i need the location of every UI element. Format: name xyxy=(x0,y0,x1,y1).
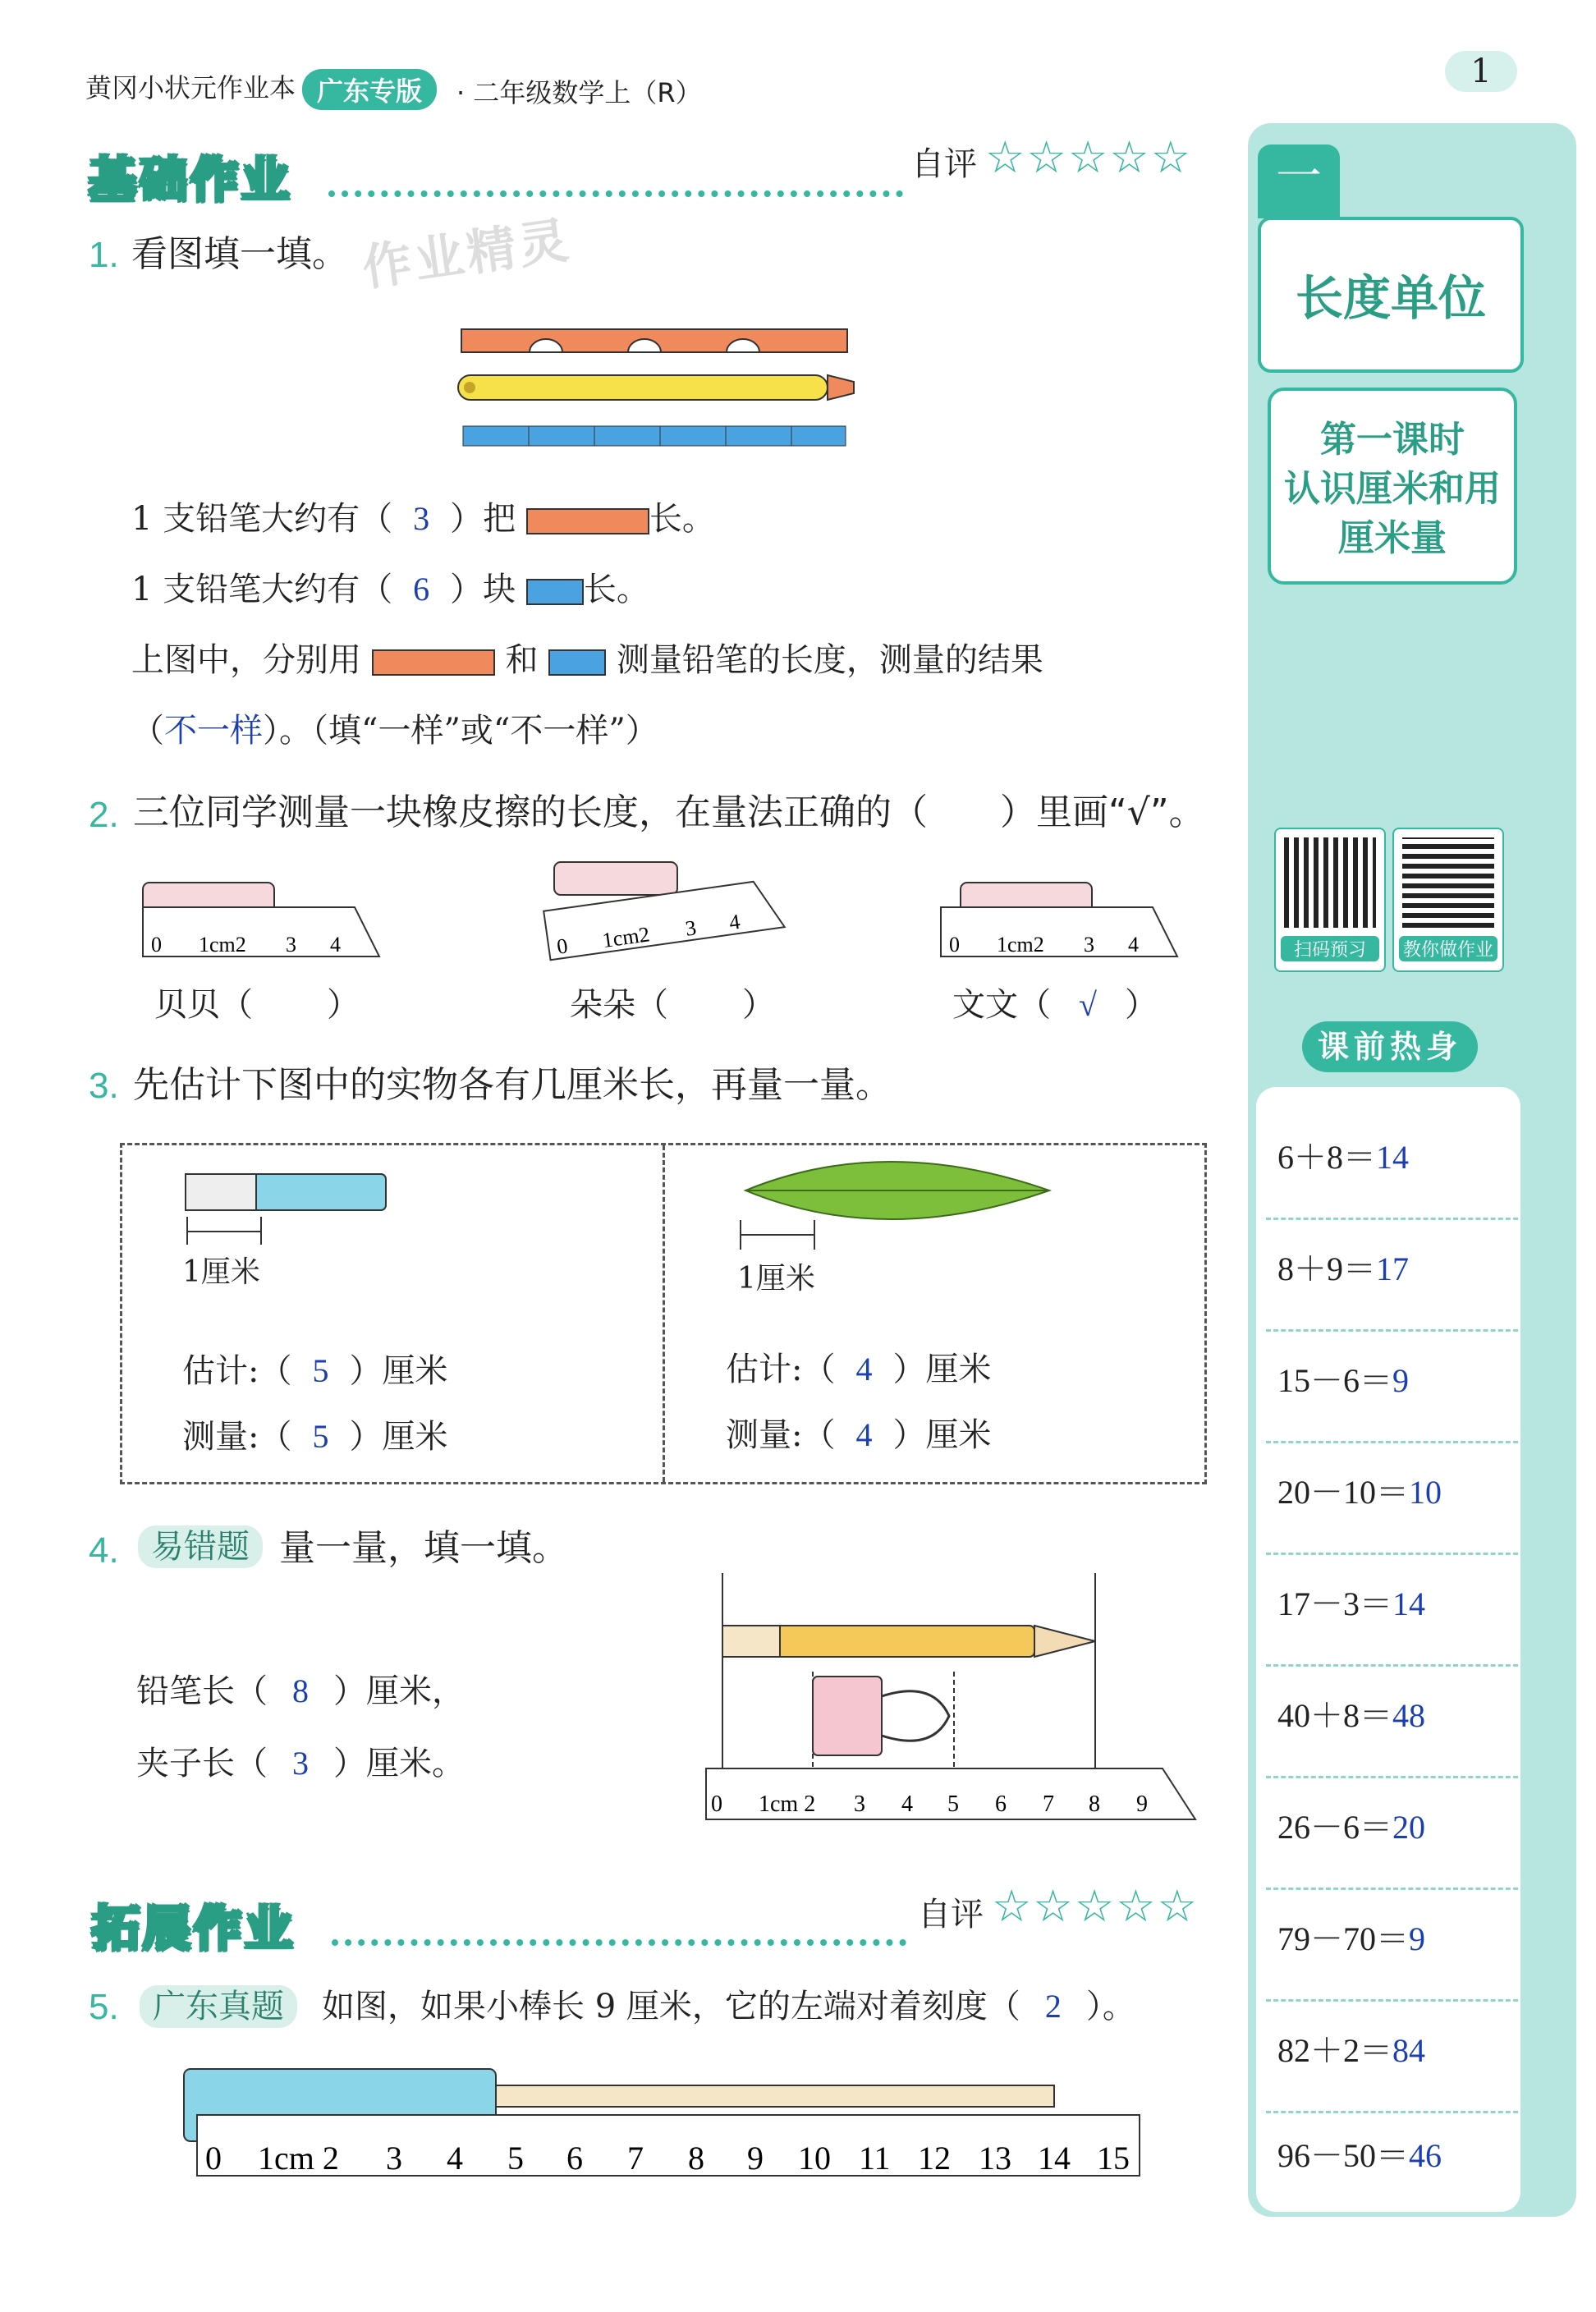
ruler-piece-icon xyxy=(372,649,495,676)
q4-tag: 易错题 xyxy=(138,1525,263,1568)
q4-number: 4. xyxy=(89,1530,119,1571)
watermark: 作业精灵 xyxy=(359,211,576,298)
q3-measure-answer-2[interactable]: 4 xyxy=(855,1416,873,1453)
svg-text:0: 0 xyxy=(151,933,162,956)
rating-stars-2[interactable]: ☆☆☆☆☆ xyxy=(992,1880,1199,1932)
page-number: 1 xyxy=(1445,51,1517,92)
section-basic: 基础作业 xyxy=(89,152,293,208)
q2-option-beibei: 贝贝（ ） xyxy=(154,986,360,1024)
q2-number: 2. xyxy=(89,795,119,835)
block-row xyxy=(463,426,846,446)
q5-ruler-label: 10 xyxy=(798,2140,831,2177)
svg-text:4: 4 xyxy=(1128,933,1139,956)
q2-title: 三位同学测量一块橡皮擦的长度，在量法正确的（ ）里画“√”。 xyxy=(133,791,1205,833)
pencil xyxy=(458,375,854,400)
q4-ruler-label: 0 xyxy=(711,1791,722,1817)
q3-estimate-2: 估计:（ 4 ）厘米 xyxy=(726,1351,992,1388)
block-icon xyxy=(526,579,584,605)
q5-tag: 广东真题 xyxy=(140,1985,297,2028)
svg-text:4: 4 xyxy=(330,933,341,956)
q4-ruler-label: 4 xyxy=(901,1791,913,1817)
qr-preview[interactable]: 扫码预习 xyxy=(1274,828,1386,972)
unit-label-1: 1厘米 xyxy=(182,1255,260,1289)
q1-line4: （不一样）。（填“一样”或“不一样”） xyxy=(131,712,658,750)
q5-ruler-label: 9 xyxy=(747,2140,764,2177)
svg-text:4: 4 xyxy=(727,909,742,935)
q5-ruler-label: 7 xyxy=(627,2140,644,2177)
warmup-item: 79－70＝9 xyxy=(1266,1890,1518,2002)
q5-illustration xyxy=(181,2064,1149,2179)
svg-text:3: 3 xyxy=(683,915,698,941)
chapter-title: 长度单位 xyxy=(1258,217,1524,373)
qr-code-icon xyxy=(1284,837,1376,928)
warmup-heading: 课前热身 xyxy=(1302,1021,1478,1072)
q1-illustration xyxy=(452,316,862,460)
svg-text:3: 3 xyxy=(1084,933,1094,956)
q3-number: 3. xyxy=(89,1066,119,1106)
q1-number: 1. xyxy=(89,235,119,275)
warmup-item: 17－3＝14 xyxy=(1266,1555,1518,1667)
self-eval-label-2: 自评 xyxy=(918,1896,984,1934)
q5-text: 如图，如果小棒长 9 厘米，它的左端对着刻度（ 2 ）。 xyxy=(322,1988,1135,2025)
warmup-item: 26－6＝20 xyxy=(1266,1778,1518,1890)
lesson-title: 第一课时 认识厘米和用 厘米量 xyxy=(1268,388,1517,585)
q3-measure-2: 测量:（ 4 ）厘米 xyxy=(726,1416,992,1454)
q5-ruler-label: 8 xyxy=(688,2140,704,2177)
q4-line1: 铅笔长（ 8 ）厘米， xyxy=(136,1672,465,1710)
q4-ruler-label: 6 xyxy=(995,1791,1007,1817)
q1-title: 看图填一填。 xyxy=(131,233,348,275)
q4-answer-clip[interactable]: 3 xyxy=(292,1745,309,1782)
warmup-item: 8＋9＝17 xyxy=(1266,1220,1518,1332)
ruler-pieces xyxy=(461,329,847,352)
q5-ruler-label: 5 xyxy=(507,2140,524,2177)
warmup-item: 15－6＝9 xyxy=(1266,1332,1518,1443)
unit-label-2: 1厘米 xyxy=(737,1262,815,1296)
ruler-duoduo xyxy=(538,854,800,969)
q2-check-wenwen[interactable]: √ xyxy=(1079,986,1097,1023)
q4-ruler-label: 9 xyxy=(1136,1791,1148,1817)
dotted-divider xyxy=(328,190,903,197)
q3-estimate-answer-1[interactable]: 5 xyxy=(312,1352,329,1389)
q4-title: 量一量，填一填。 xyxy=(279,1527,568,1569)
q5-ruler-label: 4 xyxy=(447,2140,463,2177)
q4-ruler-label: 8 xyxy=(1089,1791,1100,1817)
q4-illustration xyxy=(703,1573,1199,1824)
nail-clipper xyxy=(181,1166,394,1248)
edition-badge: 广东专版 xyxy=(302,69,437,110)
q4-ruler-label: 1cm 2 xyxy=(759,1791,816,1817)
q5-ruler-label: 11 xyxy=(859,2140,891,2177)
warmup-item: 6＋8＝14 xyxy=(1266,1108,1518,1220)
qr-code-icon xyxy=(1402,837,1494,928)
qr-tutorial[interactable]: 教你做作业 xyxy=(1392,828,1504,972)
q4-line2: 夹子长（ 3 ）厘米。 xyxy=(136,1745,465,1782)
svg-text:1cm2: 1cm2 xyxy=(600,922,652,953)
self-eval-label: 自评 xyxy=(911,145,977,183)
section-extended: 拓展作业 xyxy=(92,1901,296,1956)
q3-estimate-answer-2[interactable]: 4 xyxy=(855,1351,873,1388)
q5-ruler-label: 6 xyxy=(566,2140,583,2177)
q4-answer-pencil[interactable]: 8 xyxy=(292,1672,309,1709)
book-title: 黄冈小状元作业本 xyxy=(85,72,296,103)
svg-text:0: 0 xyxy=(949,933,960,956)
q5-answer[interactable]: 2 xyxy=(1044,1988,1062,2025)
q5-ruler-label: 0 xyxy=(205,2140,222,2177)
q1-line1: 1 支铅笔大约有（ 3 ）把 长。 xyxy=(131,500,715,538)
q4-ruler-label: 3 xyxy=(854,1791,865,1817)
ruler-piece-icon xyxy=(526,508,649,534)
q1-line2: 1 支铅笔大约有（ 6 ）块 长。 xyxy=(131,571,649,608)
svg-text:0: 0 xyxy=(555,934,570,959)
q5-ruler-label: 13 xyxy=(979,2140,1011,2177)
q3-measure-1: 测量:（ 5 ）厘米 xyxy=(182,1418,448,1456)
q5-ruler-label: 14 xyxy=(1038,2140,1071,2177)
grade-label: · 二年级数学上（R） xyxy=(456,77,702,108)
q3-title: 先估计下图中的实物各有几厘米长，再量一量。 xyxy=(133,1064,892,1106)
q5-number: 5. xyxy=(89,1987,119,2027)
q5-ruler-label: 1cm 2 xyxy=(258,2140,339,2177)
block-icon xyxy=(548,649,606,676)
q2-option-wenwen: 文文（ √ ） xyxy=(952,986,1158,1024)
ruler-wenwen xyxy=(938,874,1184,965)
svg-text:1cm2: 1cm2 xyxy=(997,933,1044,956)
q4-ruler-label: 7 xyxy=(1043,1791,1054,1817)
q1-answer3[interactable]: 不一样 xyxy=(164,712,263,749)
q4-ruler-label: 5 xyxy=(947,1791,959,1817)
q3-measure-answer-1[interactable]: 5 xyxy=(312,1418,329,1455)
q5-ruler-label: 15 xyxy=(1097,2140,1130,2177)
dotted-divider xyxy=(332,1939,906,1946)
warmup-item: 40＋8＝48 xyxy=(1266,1667,1518,1778)
warmup-item: 96－50＝46 xyxy=(1277,2137,1442,2174)
q1-answer2[interactable]: 6 xyxy=(413,571,430,608)
ruler-beibei xyxy=(140,874,386,965)
q5-ruler-label: 12 xyxy=(918,2140,951,2177)
warmup-item: 20－10＝10 xyxy=(1266,1443,1518,1555)
warmup-item: 82＋2＝84 xyxy=(1266,2002,1518,2113)
q3-estimate-1: 估计:（ 5 ）厘米 xyxy=(182,1352,448,1390)
svg-text:3: 3 xyxy=(286,933,296,956)
q1-line3: 上图中，分别用 和 测量铅笔的长度，测量的结果 xyxy=(131,641,1043,679)
svg-text:1cm2: 1cm2 xyxy=(199,933,246,956)
chapter-number: 一 xyxy=(1258,144,1340,218)
rating-stars[interactable]: ☆☆☆☆☆ xyxy=(985,131,1193,183)
q5-ruler-label: 3 xyxy=(386,2140,402,2177)
leaf xyxy=(737,1149,1057,1256)
q1-answer1[interactable]: 3 xyxy=(413,500,430,537)
q2-option-duoduo: 朵朵（ ） xyxy=(570,986,775,1024)
